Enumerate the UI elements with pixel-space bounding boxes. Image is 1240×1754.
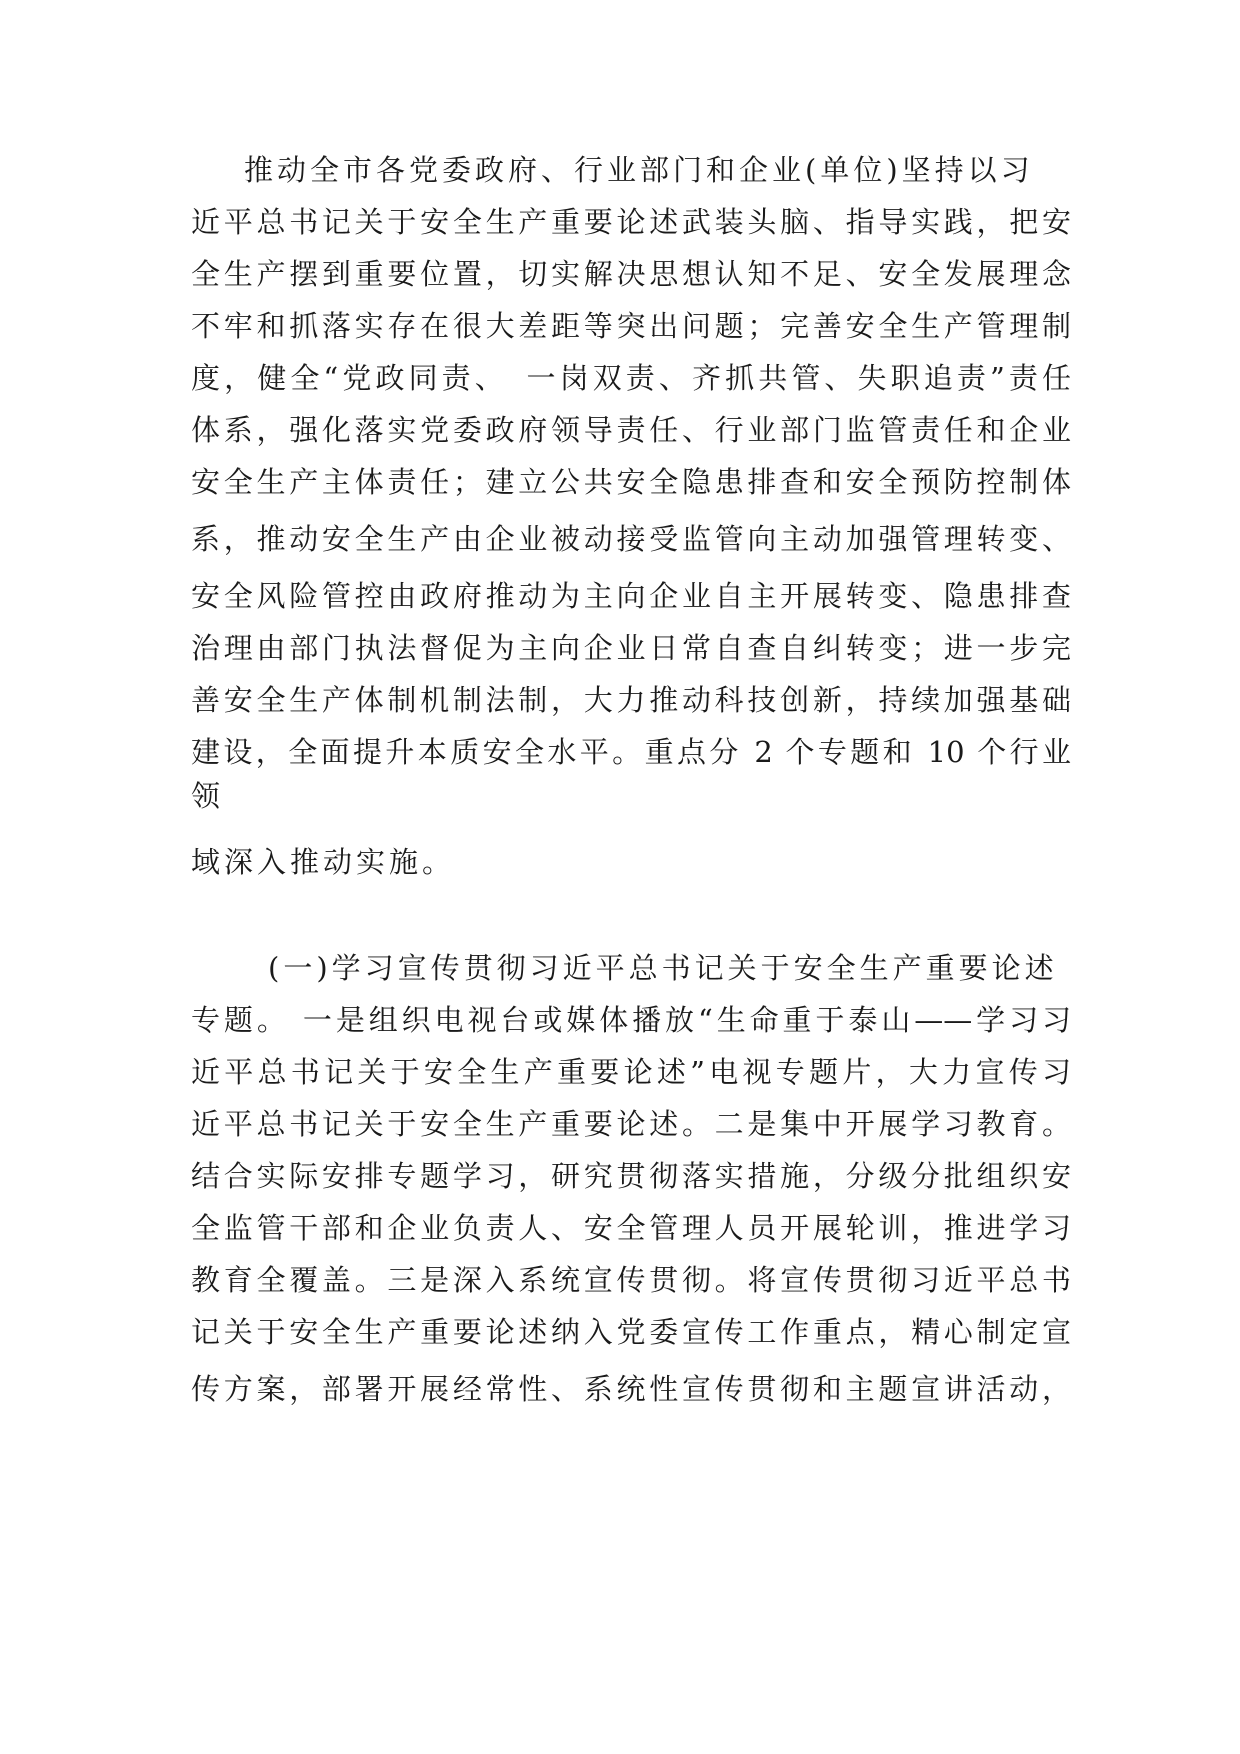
paragraph-1-line: 安全风险管控由政府推动为主向企业自主开展转变、隐患排查 xyxy=(191,579,1071,613)
paragraph-2-line: 近平总书记关于安全生产重要论述。二是集中开展学习教育。 xyxy=(191,1107,1071,1141)
paragraph-1-line: 不牢和抓落实存在很大差距等突出问题；完善安全生产管理制 xyxy=(191,309,1071,343)
paragraph-1-line: 治理由部门执法督促为主向企业日常自查自纠转变；进一步完 xyxy=(191,631,1071,665)
paragraph-1-line: 全生产摆到重要位置，切实解决思想认知不足、安全发展理念 xyxy=(191,257,1071,291)
paragraph-2-line: (一)学习宣传贯彻习近平总书记关于安全生产重要论述 xyxy=(268,951,1058,985)
paragraph-1-line: 体系，强化落实党委政府领导责任、行业部门监管责任和企业 xyxy=(191,413,1071,447)
paragraph-2-line: 近平总书记关于安全生产重要论述”电视专题片，大力宣传习 xyxy=(191,1055,1071,1089)
paragraph-1-line: 推动全市各党委政府、行业部门和企业(单位)坚持以习 xyxy=(244,153,1034,187)
paragraph-2-line: 传方案，部署开展经常性、系统性宣传贯彻和主题宣讲活动， xyxy=(191,1372,1071,1406)
paragraph-2-line: 专题。 一是组织电视台或媒体播放“生命重于泰山——学习习 xyxy=(191,1003,1071,1037)
paragraph-1-line: 善安全生产体制机制法制，大力推动科技创新，持续加强基础 xyxy=(191,683,1071,717)
paragraph-1-line: 域深入推动实施。 xyxy=(191,845,456,879)
paragraph-1-line: 度，健全“党政同责、 一岗双责、齐抓共管、失职追责”责任 xyxy=(191,361,1071,395)
paragraph-1-line: 安全生产主体责任；建立公共安全隐患排查和安全预防控制体 xyxy=(191,465,1071,499)
paragraph-2-line: 教育全覆盖。三是深入系统宣传贯彻。将宣传贯彻习近平总书 xyxy=(191,1263,1071,1297)
paragraph-1-line: 近平总书记关于安全生产重要论述武装头脑、指导实践，把安 xyxy=(191,205,1071,239)
paragraph-2-line: 记关于安全生产重要论述纳入党委宣传工作重点，精心制定宣 xyxy=(191,1315,1071,1349)
paragraph-1-line: 领 xyxy=(191,779,225,813)
paragraph-2-line: 结合实际安排专题学习，研究贯彻落实措施，分级分批组织安 xyxy=(191,1159,1071,1193)
paragraph-1-line: 系，推动安全生产由企业被动接受监管向主动加强管理转变、 xyxy=(191,522,1071,556)
paragraph-1-line: 建设，全面提升本质安全水平。重点分 2 个专题和 10 个行业 xyxy=(191,735,1071,769)
paragraph-2-line: 全监管干部和企业负责人、安全管理人员开展轮训，推进学习 xyxy=(191,1211,1071,1245)
